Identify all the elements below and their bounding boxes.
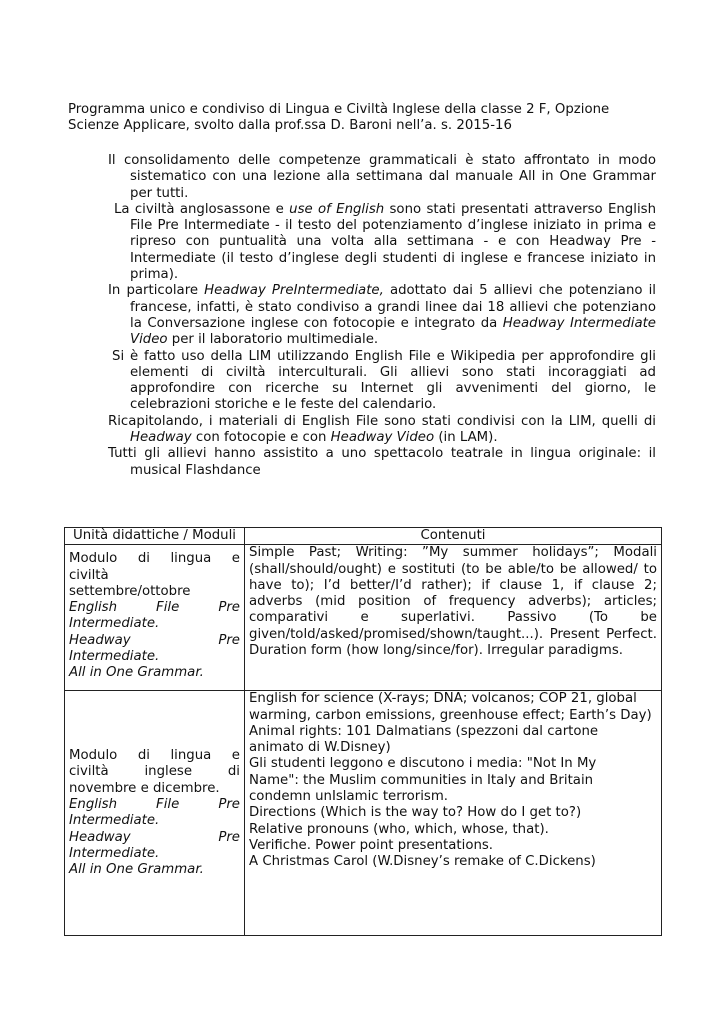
program-paragraphs — [108, 153, 656, 479]
module-cell — [65, 691, 245, 936]
content-line: English for science (X-rays; DNA; volcanos; COP 21, global — [249, 691, 637, 707]
p3-text-d: Headway Intermediate Video — [130, 315, 656, 348]
content-line: Directions (Which is the way to? How do I get to?) — [249, 805, 582, 821]
module-line: settembre/ottobre — [69, 583, 191, 599]
p2-text-c: sono stati presentati attraverso English File Pre Intermediate - il testo del potenziamento d’inglese iniziato in prima e ripreso con puntualità una volta alla settimana - e con Headway Pre - Intermediate (il testo d’inglese degli studenti di inglese e francese iniziato in prima). — [130, 201, 656, 283]
modules-table — [64, 527, 662, 936]
document-heading — [68, 102, 668, 135]
content-line: Verifiche. Power point presentations. — [249, 837, 494, 853]
book-line: Headway Pre — [69, 829, 240, 845]
content-line: warming, carbon emissions, greenhouse effect; Earth’s Day) — [249, 707, 652, 723]
heading-line-1: Programma unico e condiviso di Lingua e Civiltà Inglese della classe 2 F, Opzione — [68, 102, 610, 117]
module-line: Modulo di lingua e — [69, 551, 240, 567]
p5-text-c: con fotocopie e con — [191, 430, 331, 446]
p5-text-a: Ricapitolando, i materiali di English File sono stati condivisi con la LIM, quelli di — [108, 413, 656, 429]
content-line: condemn unIslamic terrorism. — [249, 789, 449, 805]
p2-text-b: use of English — [289, 201, 385, 217]
paragraph-summary — [108, 414, 656, 447]
content-line: animato di W.Disney) — [249, 740, 391, 756]
book-line: Headway Pre — [69, 632, 240, 648]
p3-text-a: In particolare — [108, 283, 205, 299]
book-line: Intermediate. — [69, 813, 160, 829]
header-units: Unità didattiche / Moduli — [65, 528, 245, 545]
content-line: A Christmas Carol (W.Disney’s remake of C.Dickens) — [249, 854, 596, 870]
book-line: English File Pre — [69, 797, 240, 812]
paragraph-headway — [108, 283, 656, 348]
module-line: civiltà — [69, 567, 109, 583]
paragraph-civilta — [108, 202, 656, 283]
table-row — [65, 545, 662, 691]
paragraph-theatre: Tutti gli allievi hanno assistito a uno spettacolo teatrale in lingua originale: il musical Flashdance — [108, 446, 656, 478]
book-line: Intermediate. — [69, 616, 160, 632]
paragraph-grammar: Il consolidamento delle competenze grammaticali è stato affrontato in modo sistematico con una lezione alla settimana dal manuale All in One Grammar per tutti. — [108, 153, 656, 201]
contents-cell — [245, 691, 662, 936]
p3-text-c: adottato dai 5 allievi che potenziano il francese, infatti, è stato condiviso a grandi linee dai 18 allievi che potenziano la Conversazione inglese con fotocopie e integrato da — [130, 283, 656, 331]
book-line: Intermediate. — [69, 845, 160, 861]
paragraph-lim: Si è fatto uso della LIM utilizzando English File e Wikipedia per approfondire gli elementi di civiltà interculturali. Gli allievi sono stati incoraggiati ad approfondire con ricerche su Internet gli avvenimenti del giorno, le celebrazioni storiche e le feste del calendario. — [112, 348, 656, 413]
book-line: Intermediate. — [69, 649, 160, 665]
p2-text-a: La civiltà anglosassone e — [114, 201, 290, 217]
book-line: English File Pre — [69, 600, 240, 616]
content-line: Animal rights: 101 Dalmatians (spezzoni dal cartone — [249, 723, 599, 739]
p3-text-e: per il laboratorio multimediale. — [167, 332, 379, 348]
header-contents: Contenuti — [245, 528, 662, 545]
heading-line-2: Scienze Applicare, svolto dalla prof.ssa D. Baroni nell’a. s. 2015-16 — [68, 118, 512, 134]
p3-text-b: Headway PreIntermediate, — [204, 283, 384, 299]
p5-text-d: Headway Video — [330, 430, 435, 446]
contents-cell: Simple Past; Writing: ”My summer holidays”; Modali (shall/should/ought) e sostituti (to be able/to be allowed/ to have to); I’d better/I’d rather); if clause 1, if clause 2; adverbs (mid position of frequency adverbs); articles; comparativi e superlativi. Passivo (To be given/told/asked/promised/shown/taught...). Present Perfect. Duration form (how long/since/for). Irregular paradigms. — [245, 545, 662, 691]
content-line: Gli studenti leggono e discutono i media: "Not In My — [249, 756, 597, 772]
p5-text-e: (in LAM). — [434, 430, 498, 446]
book-line: All in One Grammar. — [69, 862, 204, 878]
p5-text-b: Headway — [130, 430, 192, 446]
book-line: All in One Grammar. — [69, 665, 204, 681]
table-row — [65, 691, 662, 936]
table-header-row — [65, 528, 662, 545]
module-line: novembre e dicembre. — [69, 780, 220, 796]
content-line: Name": the Muslim communities in Italy and Britain — [249, 772, 594, 788]
module-line: Modulo di lingua e — [69, 748, 240, 764]
module-cell — [65, 545, 245, 691]
content-line: Relative pronouns (who, which, whose, that). — [249, 821, 549, 837]
module-line: civiltà inglese di — [69, 764, 240, 780]
